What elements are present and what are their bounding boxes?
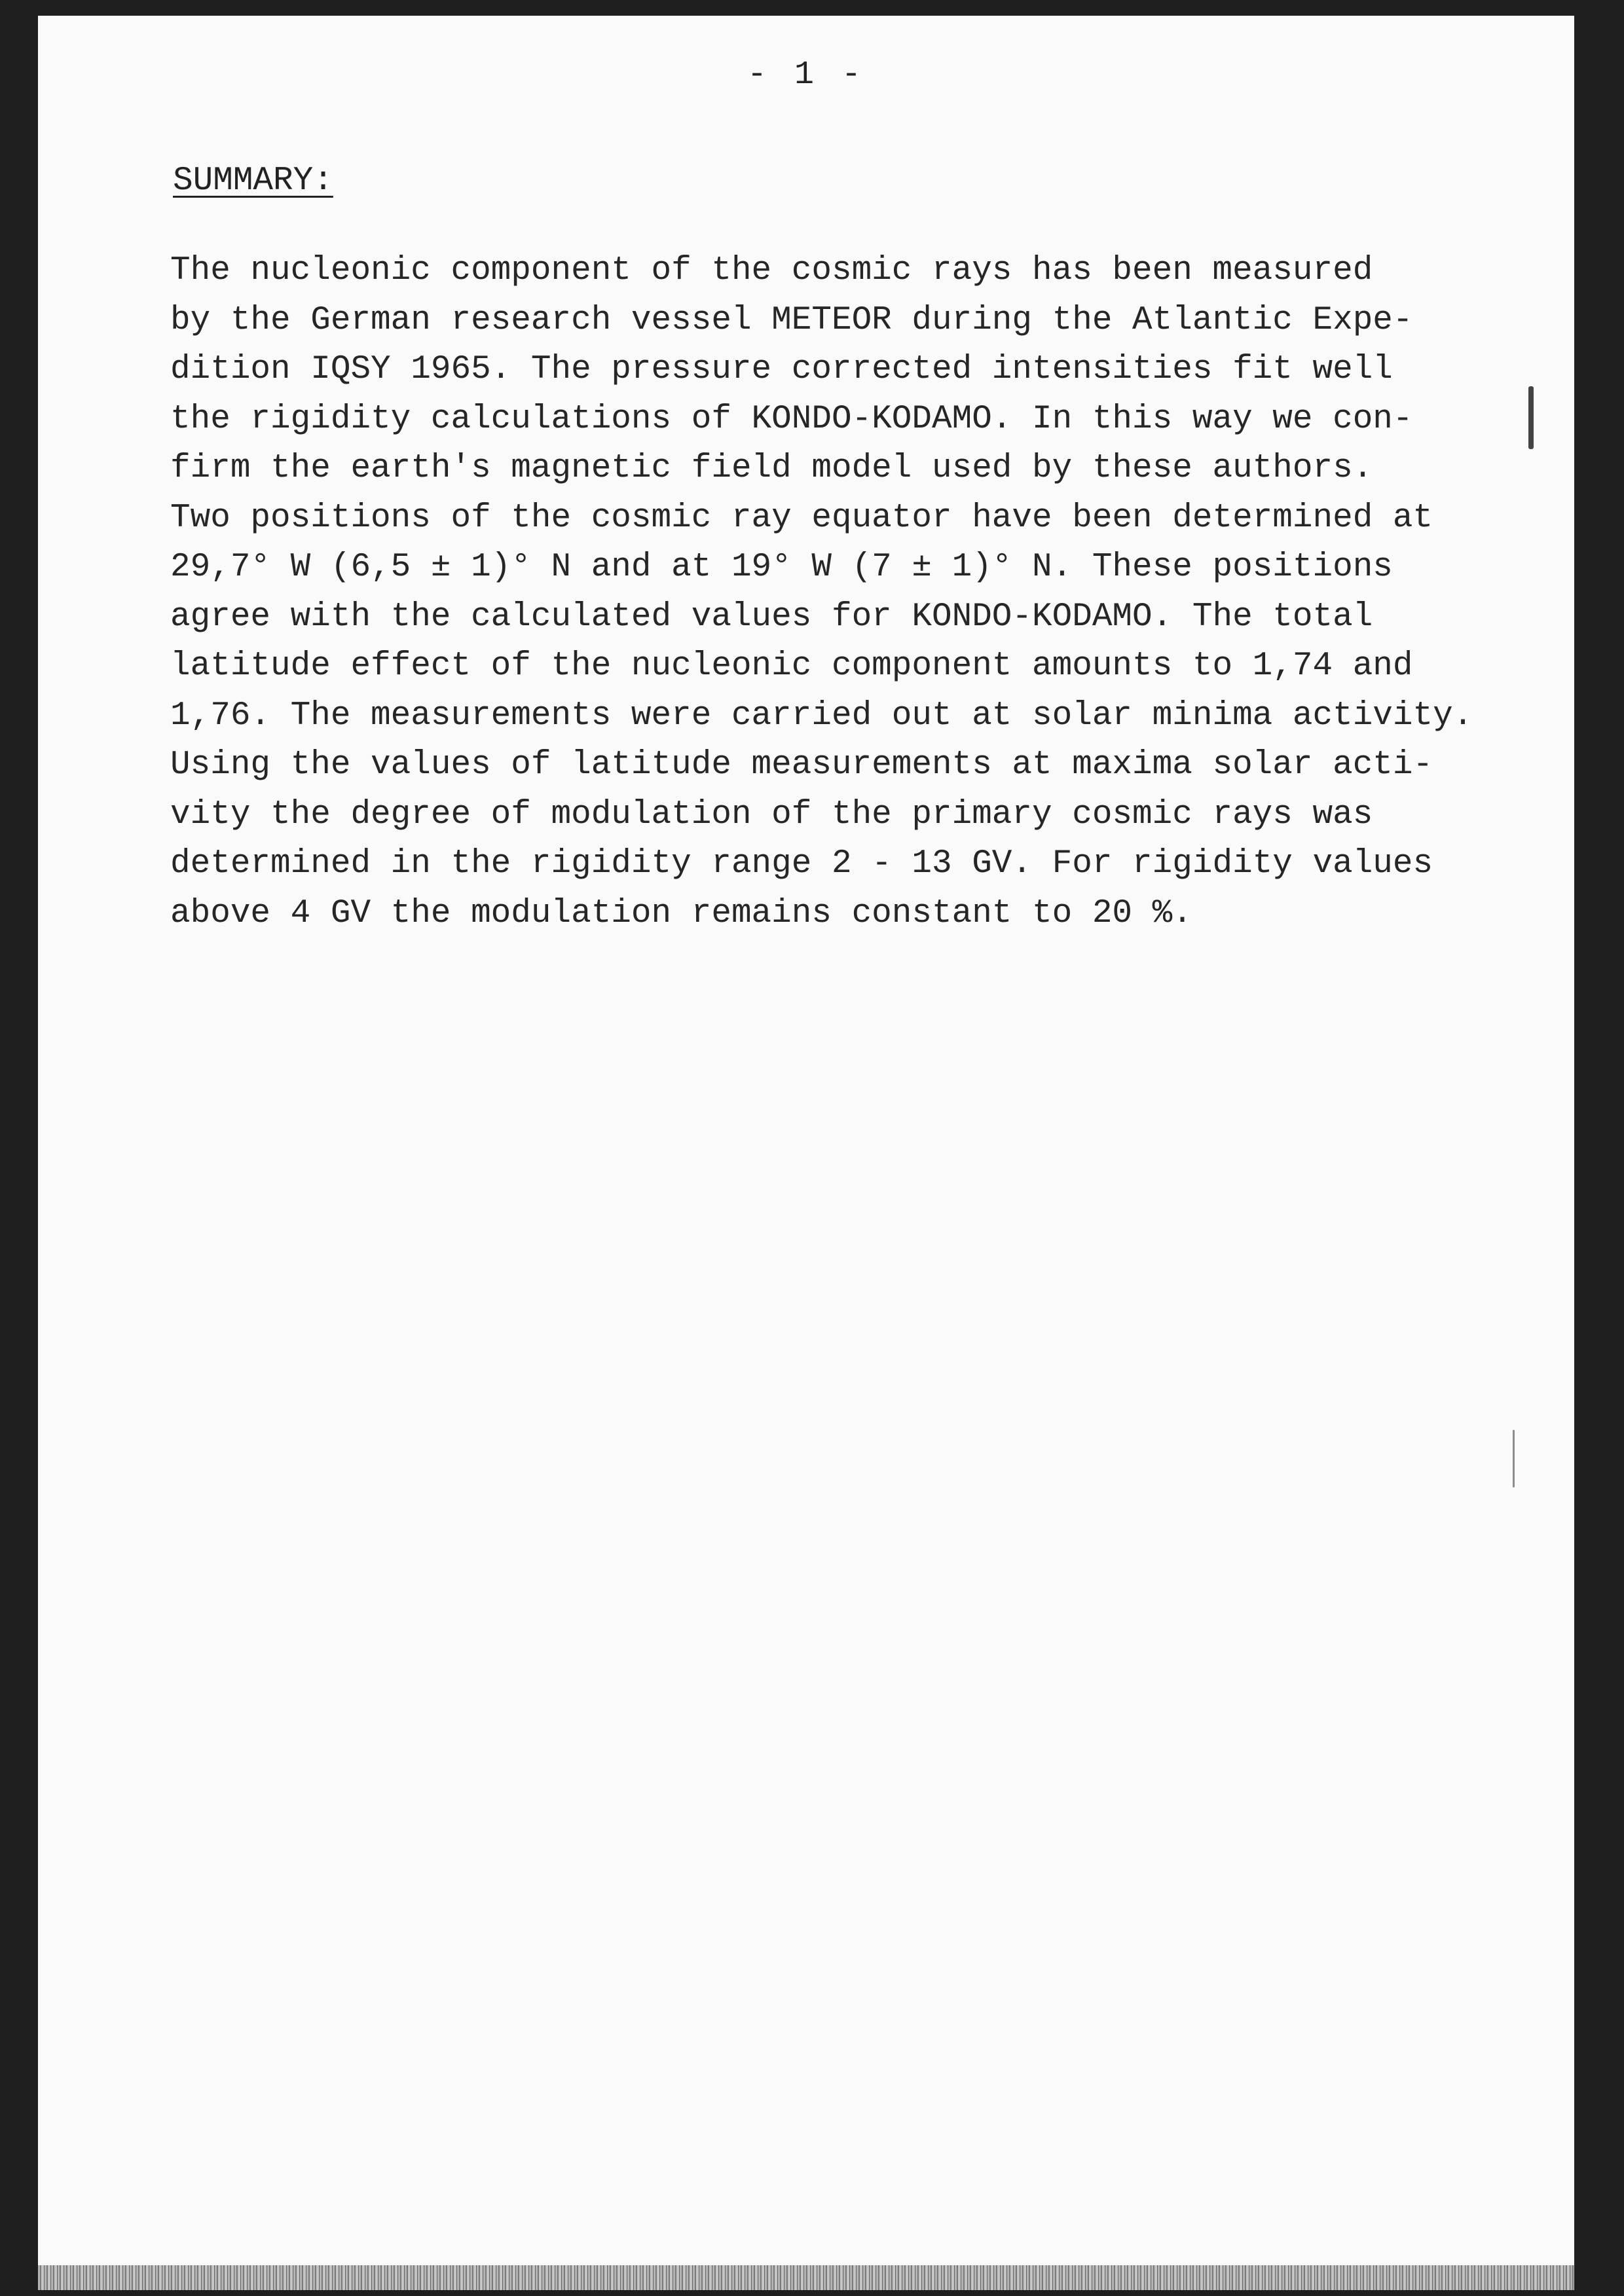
summary-line: 29,7° W (6,5 ± 1)° N and at 19° W (7 ± 1)° N. These positions (170, 549, 1393, 586)
margin-mark (1528, 386, 1534, 449)
summary-line: by the German research vessel METEOR during the Atlantic Expe- (170, 301, 1413, 339)
summary-line: the rigidity calculations of KONDO-KODAMO. In this way we con- (170, 400, 1413, 438)
scan-edge-strip (38, 2265, 1574, 2290)
margin-mark (1513, 1430, 1515, 1487)
summary-paragraph (170, 246, 1559, 938)
page-number: - 1 - (747, 56, 866, 94)
summary-line: Two positions of the cosmic ray equator have been determined at (170, 499, 1433, 537)
summary-line: The nucleonic component of the cosmic rays has been measured (170, 252, 1373, 289)
summary-line: firm the earth's magnetic field model used by these authors. (170, 450, 1373, 487)
summary-line: agree with the calculated values for KONDO-KODAMO. The total (170, 598, 1373, 636)
summary-line: vity the degree of modulation of the primary cosmic rays was (170, 795, 1373, 833)
summary-line: 1,76. The measurements were carried out at solar minima activity. (170, 697, 1473, 735)
document-page (38, 16, 1574, 2265)
summary-line: determined in the rigidity range 2 - 13 GV. For rigidity values (170, 845, 1433, 883)
summary-line: Using the values of latitude measurements at maxima solar acti- (170, 746, 1433, 784)
summary-line: dition IQSY 1965. The pressure corrected intensities fit well (170, 351, 1393, 388)
summary-heading: SUMMARY: (173, 162, 333, 200)
summary-line: above 4 GV the modulation remains constant to 20 %. (170, 894, 1192, 932)
summary-line: latitude effect of the nucleonic component amounts to 1,74 and (170, 647, 1413, 685)
